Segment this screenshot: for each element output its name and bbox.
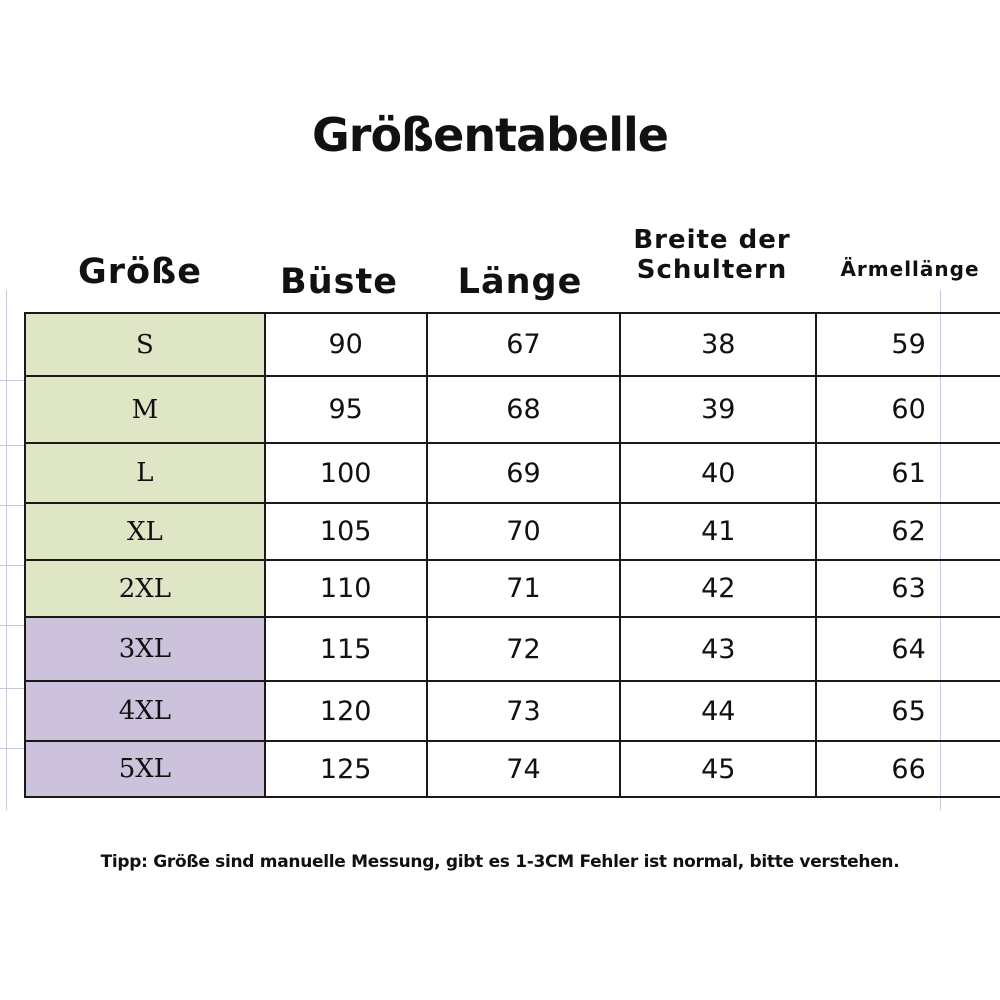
length-cell: 70 <box>427 503 621 560</box>
table-row <box>25 681 1000 741</box>
header-size: Größe <box>78 252 202 292</box>
bust-cell: 100 <box>265 443 427 503</box>
grid-line <box>0 445 24 446</box>
shoulder-cell: 44 <box>620 681 816 741</box>
sleeve-cell: 62 <box>816 503 1000 560</box>
length-cell: 69 <box>427 443 621 503</box>
size-cell: 3XL <box>25 617 265 681</box>
bust-cell: 125 <box>265 741 427 797</box>
size-table <box>24 312 1000 798</box>
table-row <box>25 617 1000 681</box>
length-cell: 71 <box>427 560 621 617</box>
size-cell: L <box>25 443 265 503</box>
size-cell: 4XL <box>25 681 265 741</box>
sleeve-cell: 63 <box>816 560 1000 617</box>
grid-line <box>0 565 24 566</box>
size-cell: M <box>25 376 265 443</box>
shoulder-cell: 41 <box>620 503 816 560</box>
header-bust: Büste <box>280 262 398 302</box>
size-cell: 5XL <box>25 741 265 797</box>
shoulder-cell: 45 <box>620 741 816 797</box>
measurement-tip: Tipp: Größe sind manuelle Messung, gibt es 1-3CM Fehler ist normal, bitte verstehen. <box>100 852 900 872</box>
sleeve-cell: 64 <box>816 617 1000 681</box>
length-cell: 67 <box>427 313 621 376</box>
table-row <box>25 741 1000 797</box>
sleeve-cell: 60 <box>816 376 1000 443</box>
bust-cell: 90 <box>265 313 427 376</box>
bust-cell: 110 <box>265 560 427 617</box>
bust-cell: 120 <box>265 681 427 741</box>
header-length: Länge <box>457 262 583 302</box>
shoulder-cell: 40 <box>620 443 816 503</box>
length-cell: 68 <box>427 376 621 443</box>
shoulder-cell: 38 <box>620 313 816 376</box>
length-cell: 73 <box>427 681 621 741</box>
table-row <box>25 503 1000 560</box>
header-sleeve-length: Ärmellänge <box>840 257 980 281</box>
shoulder-cell: 42 <box>620 560 816 617</box>
table-row <box>25 376 1000 443</box>
header-shoulder-line1: Breite der <box>633 225 791 255</box>
sleeve-cell: 65 <box>816 681 1000 741</box>
table-row <box>25 443 1000 503</box>
table-row <box>25 560 1000 617</box>
header-shoulder-line2: Schultern <box>636 254 788 285</box>
bust-cell: 105 <box>265 503 427 560</box>
bust-cell: 95 <box>265 376 427 443</box>
header-shoulder-width <box>612 226 812 286</box>
grid-line <box>0 625 24 626</box>
length-cell: 72 <box>427 617 621 681</box>
grid-line <box>0 688 24 689</box>
bust-cell: 115 <box>265 617 427 681</box>
size-cell: XL <box>25 503 265 560</box>
grid-line <box>0 748 24 749</box>
length-cell: 74 <box>427 741 621 797</box>
grid-line <box>6 290 7 810</box>
sleeve-cell: 59 <box>816 313 1000 376</box>
size-cell: 2XL <box>25 560 265 617</box>
size-cell: S <box>25 313 265 376</box>
shoulder-cell: 43 <box>620 617 816 681</box>
sleeve-cell: 66 <box>816 741 1000 797</box>
grid-line <box>0 380 24 381</box>
shoulder-cell: 39 <box>620 376 816 443</box>
grid-line <box>0 505 24 506</box>
page-title: Größentabelle <box>312 108 668 162</box>
sleeve-cell: 61 <box>816 443 1000 503</box>
table-row <box>25 313 1000 376</box>
